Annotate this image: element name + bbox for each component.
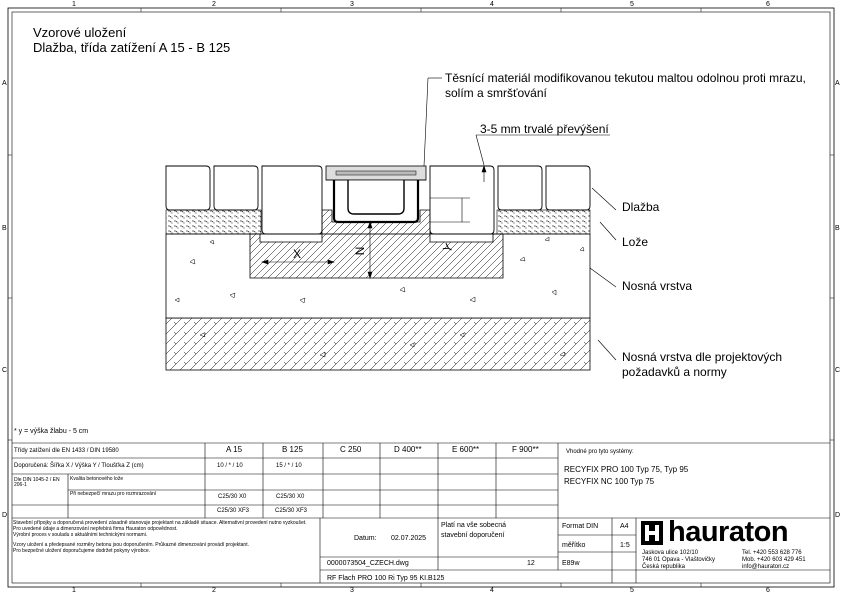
address-line2: 746 01 Opava - Vlaštovičky [642, 557, 716, 563]
grid-col-2: 2 [212, 1, 216, 8]
note-line: Pro bezpečné uložení doporučujeme dodržet pokyny výrobce. [13, 548, 151, 554]
grid-col-3: 3 [350, 1, 354, 8]
grid-col-6: 6 [766, 1, 770, 8]
note-line: Výrobní proces v souladu s aktuálními technickými normami. [13, 532, 148, 538]
phone-1: Tel. +420 553 628 776 [742, 550, 802, 556]
notes-block [13, 520, 318, 554]
datum-label: Datum: [354, 535, 377, 542]
bedding-label: Lože [622, 235, 649, 249]
grid-col-4-bottom: 4 [490, 587, 494, 594]
note-line: Vzory uložení a předepsané rozměry betonu jsou doporučením. Průkazné dimenzování provádí projektant. [13, 542, 249, 548]
grid-col-2-bottom: 2 [212, 587, 216, 594]
note-line: Pro uvedené údaje a dimenzování nepřebírá firma Hauraton odpovědnost. [13, 526, 178, 532]
row3-b125: C25/30 X0 [276, 494, 305, 500]
grid-row-c: C [2, 367, 8, 374]
dimension-n: N [352, 246, 367, 256]
datum-value: 02.07.2025 [391, 535, 427, 542]
note-line: Stavební přípojky a doporučená provedení zásadně stanovuje projektant na základě situace. Alternativní provedení nutno vyzkoušet. [13, 520, 307, 526]
brand-logo-text: hauraton [668, 516, 789, 548]
address-line3: Česká republika [642, 564, 686, 570]
system-1: RECYFIX PRO 100 Typ 75, Typ 95 [564, 465, 689, 474]
grid-col-4: 4 [490, 1, 494, 8]
grid-row-a-right: A [835, 80, 840, 87]
subbase-label-2: požadavků a normy [622, 365, 727, 379]
class-b125: B 125 [282, 445, 303, 454]
table-row2-label: Doporučená: Šířka X / Výška Y / Tloušťka Z (cm) [14, 463, 144, 469]
grid-row-b-right: B [835, 225, 840, 232]
overhang-label: 3-5 mm trvalé převýšení [480, 122, 609, 136]
drawing-title: Vzorové uložení [33, 25, 127, 40]
systems-label: Vhodné pro tyto systémy: [566, 449, 634, 455]
hauraton-logo-icon [641, 521, 663, 545]
table-row3-sub: Kvalita betonového lože [70, 476, 124, 482]
grid-col-3-bottom: 3 [350, 587, 354, 594]
row4-b125: C25/30 XF3 [275, 508, 308, 514]
row4-a15: C25/30 XF3 [217, 508, 250, 514]
grid-col-5: 5 [630, 1, 634, 8]
scale-label: měřítko [562, 542, 586, 549]
scale-value: 1:5 [620, 542, 630, 549]
description-line1: Platí na vše sobecná [441, 522, 506, 529]
system-2: RECYFIX NC 100 Typ 75 [564, 477, 655, 486]
class-a15: A 15 [226, 445, 243, 454]
bedding-left [166, 210, 261, 234]
class-f900: F 900** [512, 445, 539, 454]
subbase-layer [166, 318, 590, 370]
grid-col-1-bottom: 1 [72, 587, 76, 594]
address-line1: Jaskova ulice 102/10 [642, 550, 699, 556]
sheet-number: 12 [527, 560, 535, 567]
grid-row-d: D [2, 512, 8, 519]
table-row4-sub: Při nebezpečí mrazu pro rozmrazování [70, 491, 157, 497]
sealant-label-2: solím a smršťování [445, 86, 547, 100]
grid-row-b: B [2, 225, 7, 232]
grid-col-5-bottom: 5 [630, 587, 634, 594]
grid-row-c-right: C [835, 367, 841, 374]
drawing-subtitle: Dlažba, třída zatížení A 15 - B 125 [33, 40, 231, 55]
grid-row-d-right: D [835, 512, 841, 519]
grid-col-1: 1 [72, 1, 76, 8]
grid-row-a: A [2, 80, 7, 87]
paving-label: Dlažba [622, 200, 660, 214]
part-name: RF Flach PRO 100 Ri Typ 95 KI.B125 [327, 575, 445, 582]
subbase-label: Nosná vrstva dle projektových [622, 350, 783, 364]
row3-a15: C25/30 X0 [218, 494, 247, 500]
dimension-y: Y [439, 241, 457, 255]
email-link[interactable]: info@hauraton.cz [742, 564, 790, 570]
table-row3-label: Dle DIN 1045-2 / EN 206-1 [14, 477, 60, 488]
grid-col-6-bottom: 6 [766, 587, 770, 594]
table-row1-label: Třídy zatížení dle EN 1433 / DIN 19580 [14, 448, 119, 454]
dimension-x: X [293, 247, 302, 261]
row2-b125: 15 / * / 10 [276, 463, 302, 469]
bedding-right [497, 210, 590, 234]
description-line2: stavební doporučení [441, 532, 505, 539]
class-c250: C 250 [340, 445, 362, 454]
class-e600: E 600** [452, 445, 480, 454]
phone-2: Mob. +420 603 429 451 [742, 557, 806, 563]
drawing-code: E89w [562, 560, 580, 567]
sealant-label: Těsnící materiál modifikovanou tekutou maltou odolnou proti mrazu, [445, 71, 806, 85]
footnote: * y = výška žlabu - 5 cm [14, 428, 89, 435]
format-label: Format DIN [562, 523, 599, 530]
class-d400: D 400** [394, 445, 422, 454]
row2-a15: 10 / * / 10 [217, 463, 243, 469]
drainage-channel [326, 166, 426, 222]
base-label: Nosná vrstva [622, 279, 693, 293]
file-name: 0000073504_CZECH.dwg [327, 560, 409, 567]
format-value: A4 [620, 523, 629, 530]
